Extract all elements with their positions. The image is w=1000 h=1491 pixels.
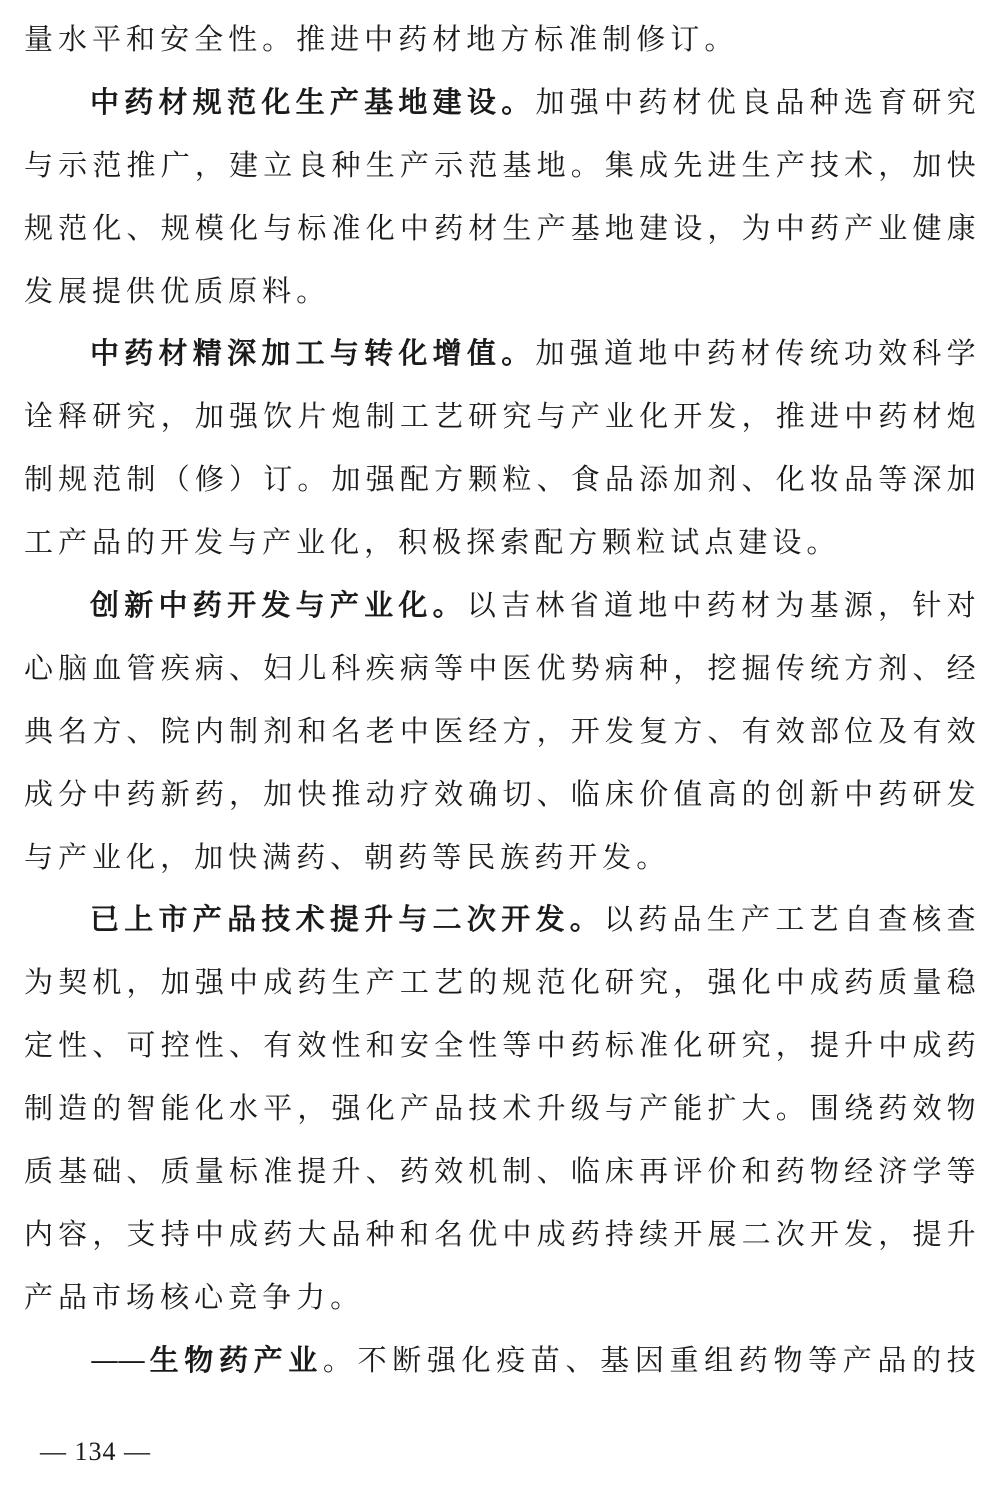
text-line: 规 范 化 、 规 模 化 与 标 准 化 中 药 材 生 产 基 地 建 设 ， 为 中 药 产 业 健 康 <box>24 210 976 245</box>
text-line: 定 性 、 可 控 性 、 有 效 性 和 安 全 性 等 中 药 标 准 化 研 究 ， 提 升 中 成 药 <box>24 1028 976 1063</box>
text-line: 诠 释 研 究 ， 加 强 饮 片 炮 制 工 艺 研 究 与 产 业 化 开 发 ， 推 进 中 药 材 炮 <box>24 399 976 434</box>
text-line: 中 药 材 规 范 化 生 产 基 地 建 设 。 加 强 中 药 材 优 良 品 种 选 育 研 究 <box>90 84 976 119</box>
text-line: 典 名 方 、 院 内 制 剂 和 名 老 中 医 经 方 ， 开 发 复 方 、 有 效 部 位 及 有 效 <box>24 713 976 748</box>
text-line: 工 产 品 的 开 发 与 产 业 化 ， 积 极 探 索 配 方 颗 粒 试 点 建 设 。 <box>24 525 841 560</box>
text-line: 产 品 市 场 核 心 竞 争 力 。 <box>24 1279 365 1314</box>
text-line: 制 造 的 智 能 化 水 平 ， 强 化 产 品 技 术 升 级 与 产 能 扩 大 。 围 绕 药 效 物 <box>24 1091 976 1126</box>
text-line: 与 产 业 化 ， 加 快 满 药 、 朝 药 等 民 族 药 开 发 。 <box>24 839 671 874</box>
text-line: 心 脑 血 管 疾 病 、 妇 儿 科 疾 病 等 中 医 优 势 病 种 ， 挖 掘 传 统 方 剂 、 经 <box>24 650 976 685</box>
text-line: 量 水 平 和 安 全 性 。 推 进 中 药 材 地 方 标 准 制 修 订 。 <box>24 22 739 56</box>
text-line: 中 药 材 精 深 加 工 与 转 化 增 值 。 加 强 道 地 中 药 材 传 统 功 效 科 学 <box>90 336 976 371</box>
text-line: —— 生 物 药 产 业 。 不 断 强 化 疫 苗 、 基 因 重 组 药 物 等 产 品 的 技 <box>24 1329 976 1392</box>
page-number: — 134 — <box>40 1437 151 1466</box>
text-line: 与 示 范 推 广 ， 建 立 良 种 生 产 示 范 基 地 。 集 成 先 进 生 产 技 术 ， 加 快 <box>24 147 976 182</box>
dash-prefix: —— <box>90 1342 144 1377</box>
text-line: 质 基 础 、 质 量 标 准 提 升 、 药 效 机 制 、 临 床 再 评 价 和 药 物 经 济 学 等 <box>24 1154 976 1189</box>
text-line: 内 容 ， 支 持 中 成 药 大 品 种 和 名 优 中 成 药 持 续 开 展 二 次 开 发 ， 提 升 <box>24 1216 976 1251</box>
text-line: 制 规 范 制 （ 修 ） 订 。 加 强 配 方 颗 粒 、 食 品 添 加 剂 、 化 妆 品 等 深 加 <box>24 462 976 497</box>
text-line: 已 上 市 产 品 技 术 提 升 与 二 次 开 发 。 以 药 品 生 产 工 艺 自 查 核 查 <box>90 902 976 937</box>
text-line: 为 契 机 ， 加 强 中 成 药 生 产 工 艺 的 规 范 化 研 究 ， 强 化 中 成 药 质 量 稳 <box>24 965 976 1000</box>
text-line: 创 新 中 药 开 发 与 产 业 化 。 以 吉 林 省 道 地 中 药 材 为 基 源 ， 针 对 <box>90 588 976 623</box>
text-line: 成 分 中 药 新 药 ， 加 快 推 动 疗 效 确 切 、 临 床 价 值 高 的 创 新 中 药 研 发 <box>24 776 976 811</box>
document-body <box>24 8 976 1392</box>
text-line: 发 展 提 供 优 质 原 料 。 <box>24 273 331 308</box>
